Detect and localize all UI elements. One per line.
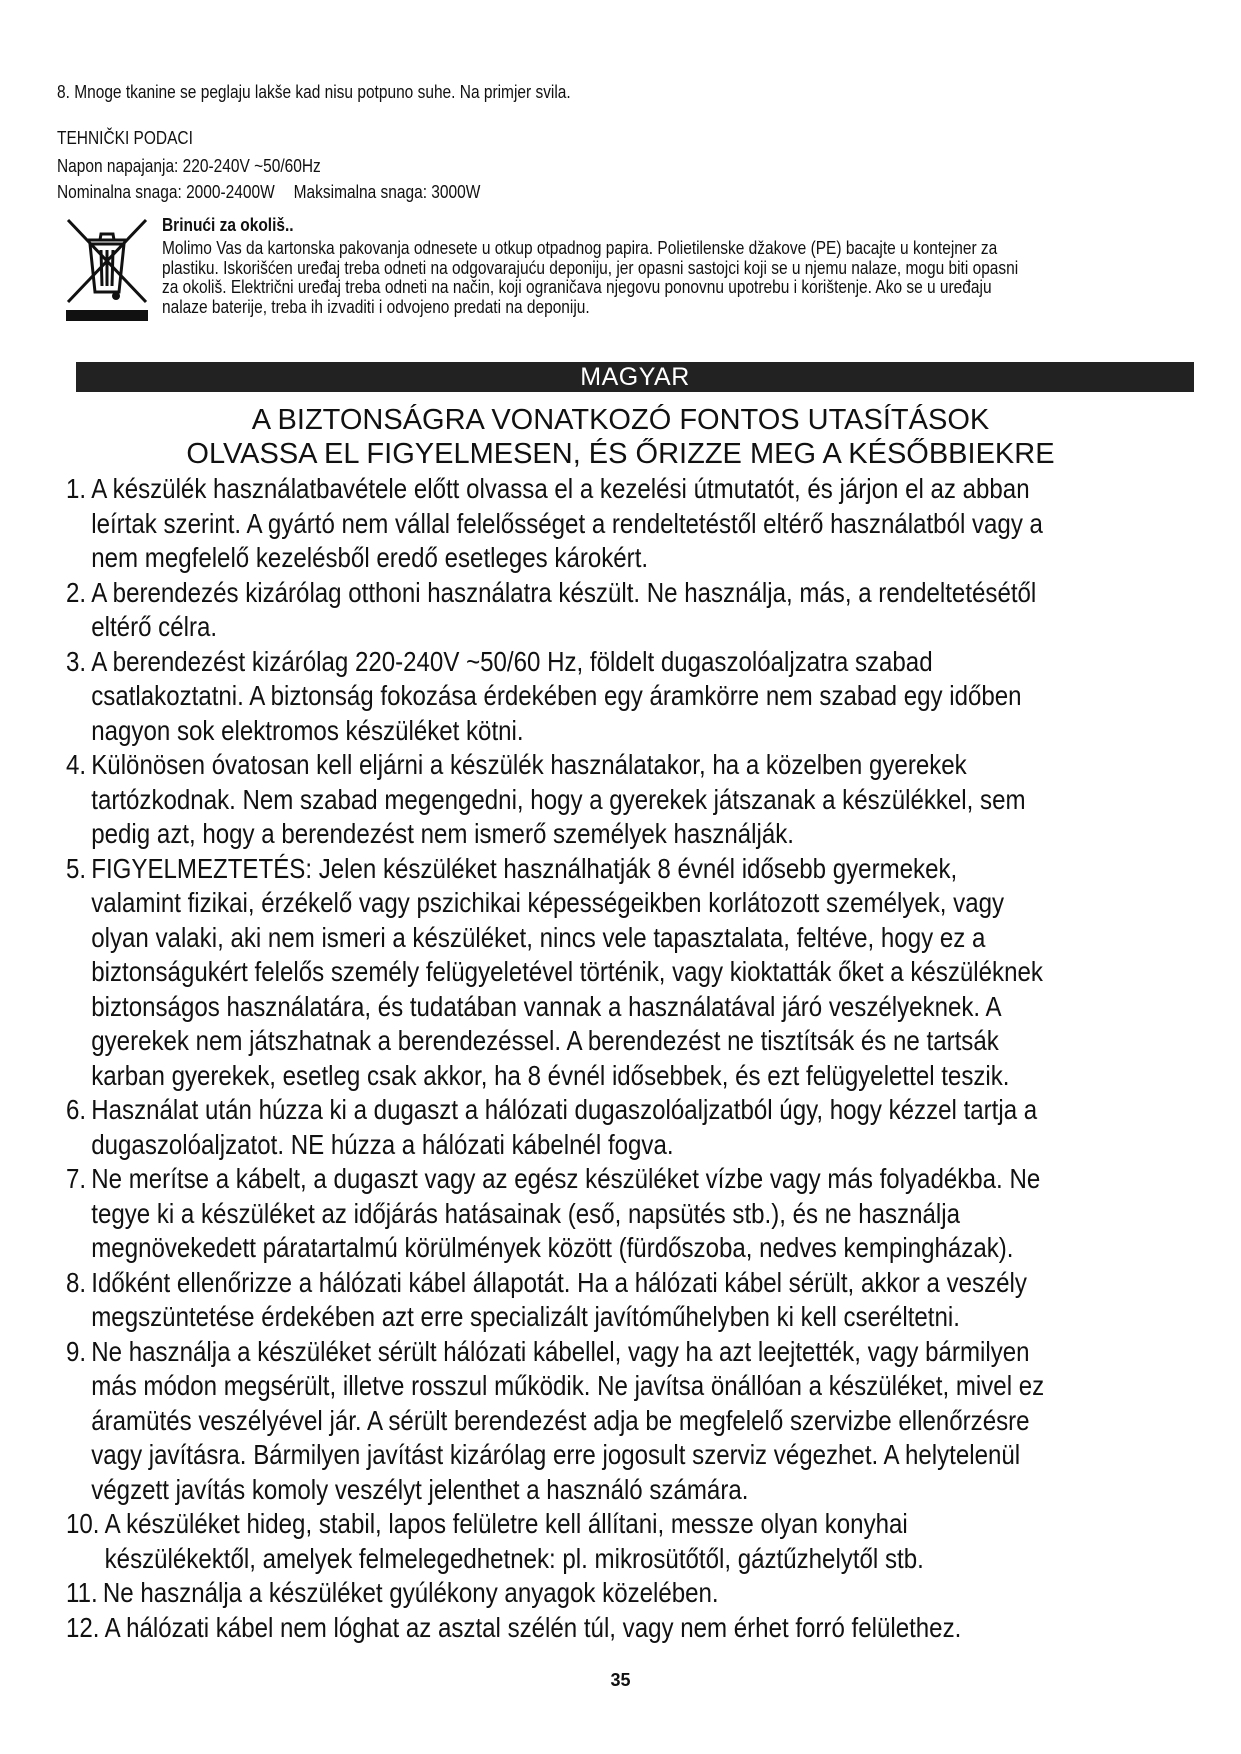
rule-line: A hálózati kábel nem lóghat az asztal szélén túl, vagy nem érhet forró felülethez. bbox=[104, 1611, 962, 1643]
rule-number: 1. bbox=[66, 473, 87, 504]
rule-line: megszüntetése érdekében azt erre specializált javítóműhelyben ki kell cseréltetni. bbox=[91, 1301, 960, 1332]
rule-line: A berendezést kizárólag 220-240V ~50/60 Hz, földelt dugaszolóaljzatra szabad bbox=[91, 645, 933, 677]
rule-line: Ne használja a készüléket gyúlékony anyagok közelében. bbox=[102, 1577, 719, 1608]
environment-line: Molimo Vas da kartonska pakovanja odnesete u otkup otpadnog papira. Polietilenske džakove (PE) bacajte u kontejner za bbox=[162, 238, 998, 258]
rule-line: pedig azt, hogy a berendezést nem ismerő személyek használják. bbox=[91, 818, 794, 849]
rule-line: tartózkodnak. Nem szabad megengedni, hogy a gyerekek játszanak a készülékkel, sem bbox=[91, 783, 1026, 815]
page-number: 35 bbox=[610, 1670, 631, 1690]
rule-line: nem megfelelő kezelésből eredő esetleges károkért. bbox=[91, 542, 649, 573]
safety-rule bbox=[66, 645, 1218, 749]
rule-line: készülékektől, amelyek felmelegedhetnek: pl. mikrosütőtől, gáztűzhelytől stb. bbox=[104, 1542, 924, 1574]
rule-line: tegye ki a készüléket az időjárás hatásainak (eső, napsütés stb.), és ne használja bbox=[91, 1197, 960, 1229]
environment-body bbox=[162, 239, 1222, 317]
rule-line: karban gyerekek, esetleg csak akkor, ha 8 évnél idősebbek, és ezt felügyelettel teszik. bbox=[91, 1059, 1010, 1091]
rule-number: 6. bbox=[66, 1094, 87, 1125]
safety-rule bbox=[66, 576, 1218, 645]
environment-line: nalaze baterije, treba ih izvaditi i odvojeno predati na deponiju. bbox=[162, 296, 590, 317]
rule-number: 12. bbox=[66, 1611, 100, 1643]
tech-power bbox=[57, 182, 480, 203]
safety-rule bbox=[66, 1266, 1218, 1335]
safety-rule bbox=[66, 1507, 1218, 1576]
rule-number: 7. bbox=[66, 1163, 87, 1194]
rule-line: csatlakoztatni. A biztonság fokozása érdekében egy áramkörre nem szabad egy időben bbox=[91, 680, 1022, 711]
rule-line: olyan valaki, aki nem ismeri a készüléket, nincs vele tapasztalata, feltéve, hogy ez a bbox=[91, 921, 986, 953]
rule-line: biztonságukért felelős személy felügyeletével történik, vagy kioktatták őket a készüléknek bbox=[91, 956, 1043, 987]
rule-line: végzett javítás komoly veszélyt jelenthet a használó számára. bbox=[91, 1473, 749, 1505]
rule-number: 3. bbox=[66, 645, 87, 677]
environment-title: Brinući za okoliš.. bbox=[162, 215, 294, 235]
rule-line: Ne használja a készüléket sérült hálózati kábellel, vagy ha azt leejtették, vagy bármilyen bbox=[91, 1335, 1030, 1367]
rule-line: eltérő célra. bbox=[91, 611, 218, 642]
rule-line: A készüléket hideg, stabil, lapos felületre kell állítani, messze olyan konyhai bbox=[104, 1508, 908, 1539]
rule-line: Használat után húzza ki a dugaszt a hálózati dugaszolóaljzatból úgy, hogy kézzel tartja a bbox=[91, 1094, 1038, 1125]
rule-number: 5. bbox=[66, 852, 87, 884]
rule-line: A készülék használatbavétele előtt olvassa el a kezelési útmutatót, és járjon el az abban bbox=[91, 473, 1030, 504]
rule-line: más módon megsérült, illetve rosszul működik. Ne javítsa önállóan a készüléket, mivel ez bbox=[91, 1370, 1045, 1401]
safety-rule bbox=[66, 1611, 1218, 1646]
environment-line: plastiku. Iskorišćen uređaj treba odneti na odgovarajuću deponiju, jer opasni sastojci koji se u njemu nalaze, mogu biti opasni bbox=[162, 257, 1019, 278]
rule-line: Időként ellenőrizze a hálózati kábel állapotát. Ha a hálózati kábel sérült, akkor a veszély bbox=[91, 1266, 1027, 1298]
rule-line: nagyon sok elektromos készüléket kötni. bbox=[91, 714, 524, 746]
safety-rule bbox=[66, 1576, 1218, 1611]
safety-rule bbox=[66, 748, 1218, 852]
language-section-header: MAGYAR bbox=[76, 362, 1194, 392]
rule-line: megnövekedett páratartalmú körülmények között (fürdőszoba, nedves kempingházak). bbox=[91, 1232, 1014, 1263]
weee-crossed-bin-icon bbox=[66, 218, 148, 323]
rule-line: FIGYELMEZTETÉS: Jelen készüléket használhatják 8 évnél idősebb gyermekek, bbox=[91, 852, 958, 884]
rule-line: Különösen óvatosan kell eljárni a készülék használatakor, ha a közelben gyerekek bbox=[91, 749, 967, 780]
safety-subtitle: OLVASSA EL FIGYELMESEN, ÉS ŐRIZZE MEG A KÉSŐBBIEKRE bbox=[186, 438, 1055, 470]
rule-number: 4. bbox=[66, 749, 87, 780]
rule-line: vagy javításra. Bármilyen javítást kizárólag erre jogosult szerviz végezhet. A helytelenül bbox=[91, 1439, 1021, 1470]
safety-rule bbox=[66, 852, 1218, 1094]
rule-number: 10. bbox=[66, 1508, 100, 1539]
tech-title: TEHNIČKI PODACI bbox=[57, 128, 193, 148]
tech-nominal-power: Nominalna snaga: 2000-2400W bbox=[57, 182, 275, 202]
rule-line: gyerekek nem játszhatnak a berendezéssel. A berendezést ne tisztítsák és ne tartsák bbox=[91, 1025, 999, 1056]
rule-line: biztonságos használatára, és tudatában vannak a használatával járó veszélyeknek. A bbox=[91, 990, 1002, 1022]
rule-number: 8. bbox=[66, 1266, 87, 1298]
safety-rule bbox=[66, 1162, 1218, 1266]
safety-rule bbox=[66, 1335, 1218, 1508]
rule-line: leírtak szerint. A gyártó nem vállal felelősséget a rendeltetéstől eltérő használatból vagy a bbox=[91, 507, 1043, 539]
rule-line: Ne merítse a kábelt, a dugaszt vagy az egész készüléket vízbe vagy más folyadékba. Ne bbox=[91, 1163, 1041, 1194]
rule-line: A berendezés kizárólag otthoni használatra készült. Ne használja, más, a rendeltetésétől bbox=[91, 576, 1037, 608]
tech-voltage: Napon napajanja: 220-240V ~50/60Hz bbox=[57, 156, 321, 176]
safety-rule bbox=[66, 1093, 1218, 1162]
environment-line: za okoliš. Električni uređaj treba odneti na način, koji ograničava njegovu ponovnu upotrebu i korištenje. Ako se u uređaju bbox=[162, 277, 992, 297]
safety-rules-list bbox=[66, 472, 1241, 1645]
rule-number: 2. bbox=[66, 576, 87, 608]
rule-number: 9. bbox=[66, 1335, 87, 1367]
safety-title: A BIZTONSÁGRA VONATKOZÓ FONTOS UTASÍTÁSOK bbox=[251, 404, 990, 436]
rule-line: dugaszolóaljzatot. NE húzza a hálózati kábelnél fogva. bbox=[91, 1128, 674, 1160]
tech-max-power: Maksimalna snaga: 3000W bbox=[293, 182, 481, 202]
rule-line: áramütés veszélyével jár. A sérült berendezést adja be megfelelő szervizbe ellenőrzésre bbox=[91, 1404, 1030, 1436]
safety-rule bbox=[66, 472, 1218, 576]
rule-number: 11. bbox=[66, 1577, 98, 1608]
top-note: 8. Mnoge tkanine se peglaju lakše kad nisu potpuno suhe. Na primjer svila. bbox=[57, 82, 571, 102]
rule-line: valamint fizikai, érzékelő vagy pszichikai képességeikben korlátozott személyek, vagy bbox=[91, 887, 1005, 918]
